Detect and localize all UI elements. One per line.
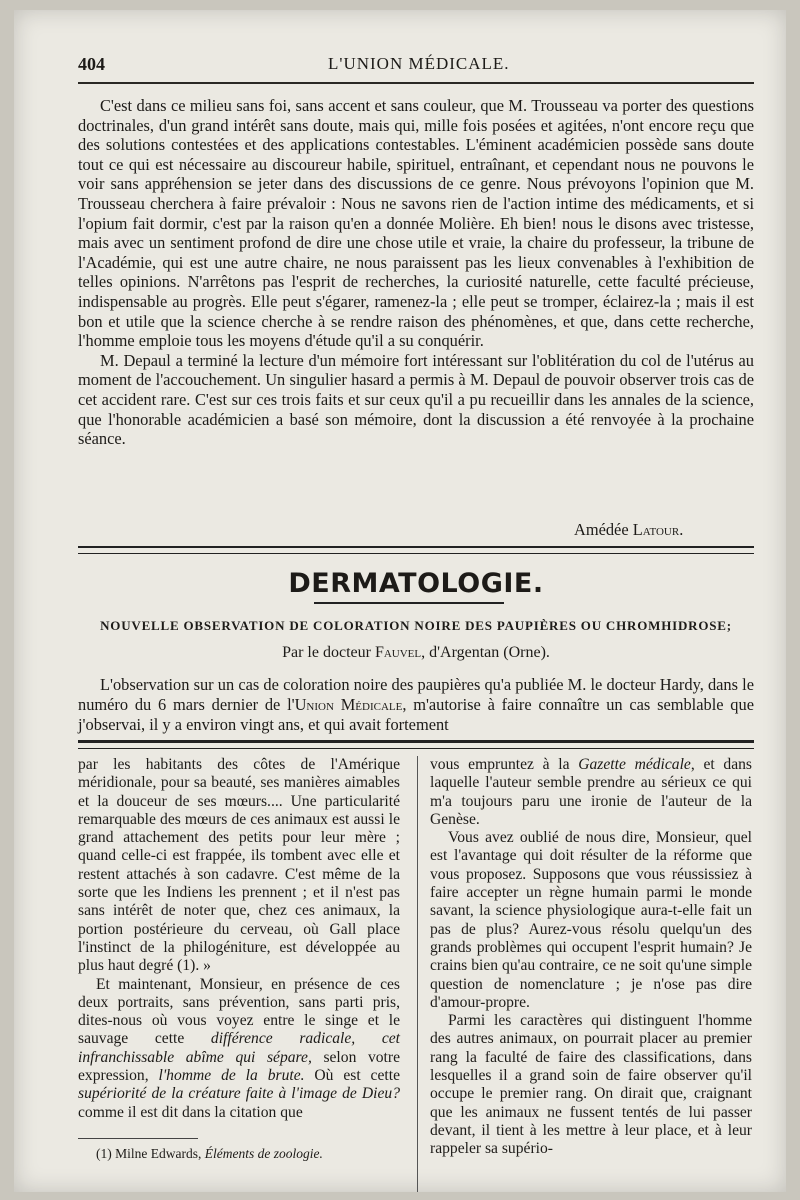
footnote bbox=[96, 1146, 416, 1162]
italic-run: supériorité de la créature faite à l'image de Dieu? bbox=[78, 1085, 400, 1103]
paragraph: Vous avez oublié de nous dire, Monsieur, quel est l'avantage qui doit résulter de la réforme que vous proposez. Supposons que vous réussissiez à faire accepter un règne humain parmi le monde savant, la science physiologique aura-t-elle fait un pas de plus? Aurez-vous résolu quelqu'un des grands problèmes qui occupent l'esprit humain? Je crains bien qu'au contraire, ce ne soit qu'une simple question de nomenclature ; je n'ose pas dire d'amour-propre. bbox=[430, 829, 752, 1011]
signature-last-name: Latour. bbox=[632, 520, 684, 539]
text-run: Où est cette bbox=[304, 1067, 400, 1085]
page-number: 404 bbox=[78, 54, 105, 74]
signature-first-name: Amédée bbox=[574, 520, 629, 539]
paragraph bbox=[430, 756, 752, 829]
footnote-rule bbox=[78, 1138, 198, 1139]
intro-text-1: L'observation sur un cas de coloration noire des paupières qu'a publiée M. le docteur Hardy, dans le numéro du 6 mars dernier de l' bbox=[78, 675, 754, 714]
text-run: vous empruntez à la bbox=[430, 756, 579, 773]
header-rule bbox=[78, 82, 754, 84]
section-title-underline bbox=[314, 602, 504, 604]
article-title: NOUVELLE OBSERVATION DE COLORATION NOIRE DES PAUPIÈRES OU CHROMHIDROSE; bbox=[100, 618, 732, 633]
paragraph: C'est dans ce milieu sans foi, sans accent et sans couleur, que M. Trousseau va porter des questions doctrinales, d'un grand intérêt sans doute, mais qui, mille fois posées et agitées, n'ont encore reçu que des solutions contestées et des applications contestables. L'éminent académicien possède sans doute tout ce qui est nécessaire au discoureur habile, spirituel, entraînant, et cependant nous ne pouvons le voir sans appréhension se jeter dans des discussions de ce genre. Nous prévoyons l'opinion que M. Trousseau cherchera à faire prévaloir : Nous ne savons rien de l'action intime des médicaments, et si l'opium fait dormir, c'est par la raison qu'en a donnée Molière. Eh bien! nous le disons avec tristesse, mais avec un sentiment profond de dire une chose utile et vraie, la chaire du professeur, la tribune de l'Académie, qui est une autre chaire, ne nous paraissent pas les lieux convenables à l'exhibition de telles opinions. N'arrêtons pas l'esprit de recherches, la curiosité naturelle, cette faculté précieuse, indispensable au progrès. Elle peut s'égarer, ramenez-la ; elle peut se tromper, éclairez-la ; mais il est bon et utile que la science cherche à se rendre raison des phénomènes, et que, dans cette recherche, l'homme emploie tous les moyens d'étude qu'il a su conquérir. bbox=[78, 96, 754, 351]
text-run: comme il est dit dans la citation que bbox=[78, 1103, 303, 1121]
section-divider bbox=[78, 546, 754, 554]
footnote-title: Éléments de zoologie. bbox=[204, 1146, 323, 1161]
section-title: DERMATOLOGIE. bbox=[288, 568, 544, 599]
footnote-text: (1) Milne Edwards, bbox=[96, 1146, 205, 1161]
italic-run: différence radicale, cet infranchissable abîme qui sépare, bbox=[78, 1030, 400, 1066]
text-run: selon votre expression, bbox=[78, 1048, 400, 1085]
text-run: Et maintenant, Monsieur, en présence de ces deux portraits, sans prévention, sans parti pris, dites-nous où vous voyez entre le singe et le sauvage cette bbox=[78, 975, 400, 1048]
article-intro bbox=[78, 675, 754, 735]
top-article-text bbox=[78, 96, 754, 449]
page-header bbox=[78, 50, 758, 80]
byline-prefix: Par le docteur bbox=[282, 644, 371, 661]
italic-run: l'homme de la brute. bbox=[158, 1067, 305, 1085]
italic-run: Gazette médicale bbox=[578, 756, 691, 773]
running-title: L'UNION MÉDICALE. bbox=[328, 54, 510, 73]
byline-suffix: , d'Argentan (Orne). bbox=[421, 644, 550, 661]
paragraph: Parmi les caractères qui distinguent l'homme des autres animaux, on pourrait placer au premier rang la faculté de faire des classifications, dans lesquelles il a grand soin de faire observer qu'il occupe le premier rang. On dirait que, craignant que les animaux ne fussent tentés de lui passer devant, il tient à les mettre à leur place, et à leur rappeler sa supério- bbox=[430, 1012, 752, 1158]
paragraph bbox=[78, 976, 400, 1122]
column-divider bbox=[417, 756, 418, 1192]
feuilleton-left-column bbox=[78, 756, 400, 1122]
byline-author: Fauvel bbox=[374, 644, 422, 661]
intro-paragraph bbox=[78, 675, 754, 735]
document-page bbox=[14, 10, 786, 1192]
feuilleton-right-column bbox=[430, 756, 752, 1159]
author-signature bbox=[574, 520, 683, 540]
intro-text-2: , m'autorise à faire connaître un cas semblable que j'observai, il y a environ vingt ans, et qui avait fortement bbox=[78, 695, 754, 734]
paragraph: M. Depaul a terminé la lecture d'un mémoire fort intéressant sur l'oblitération du col de l'utérus au moment de l'accouchement. Un singulier hasard a permis à M. Depaul de pouvoir observer trois cas de cet accident rare. C'est sur ces trois faits et sur ceux qu'il a pu recueillir dans les annales de la science, que l'honorable académicien a basé son mémoire, dont la discussion a été renvoyée à la prochaine séance. bbox=[78, 350, 754, 449]
feuilleton-divider bbox=[78, 740, 754, 749]
article-byline bbox=[78, 644, 754, 662]
text-run: , et dans laquelle l'auteur semble prendre au sérieux ce qui m'a toujours paru une ironie de l'auteur de la Genèse. bbox=[430, 756, 752, 828]
paragraph: par les habitants des côtes de l'Amérique méridionale, pour sa beauté, ses manières aimables et la douceur de ses mœurs.... Une particularité remarquable des mœurs de ces animaux est aussi le grand attachement des petits pour leur mère ; quand celle-ci est frappée, ils tombent avec elle et restent attachés à son cadavre. C'est même de la sorte que les Indiens les prennent ; et il n'est pas sans intérêt de noter que, chez ces animaux, la portion postérieure du cerveau, où Gall place l'instinct de la philogéniture, est développée au plus haut degré (1). » bbox=[78, 756, 400, 975]
intro-journal-name: Union Médicale bbox=[294, 695, 403, 714]
